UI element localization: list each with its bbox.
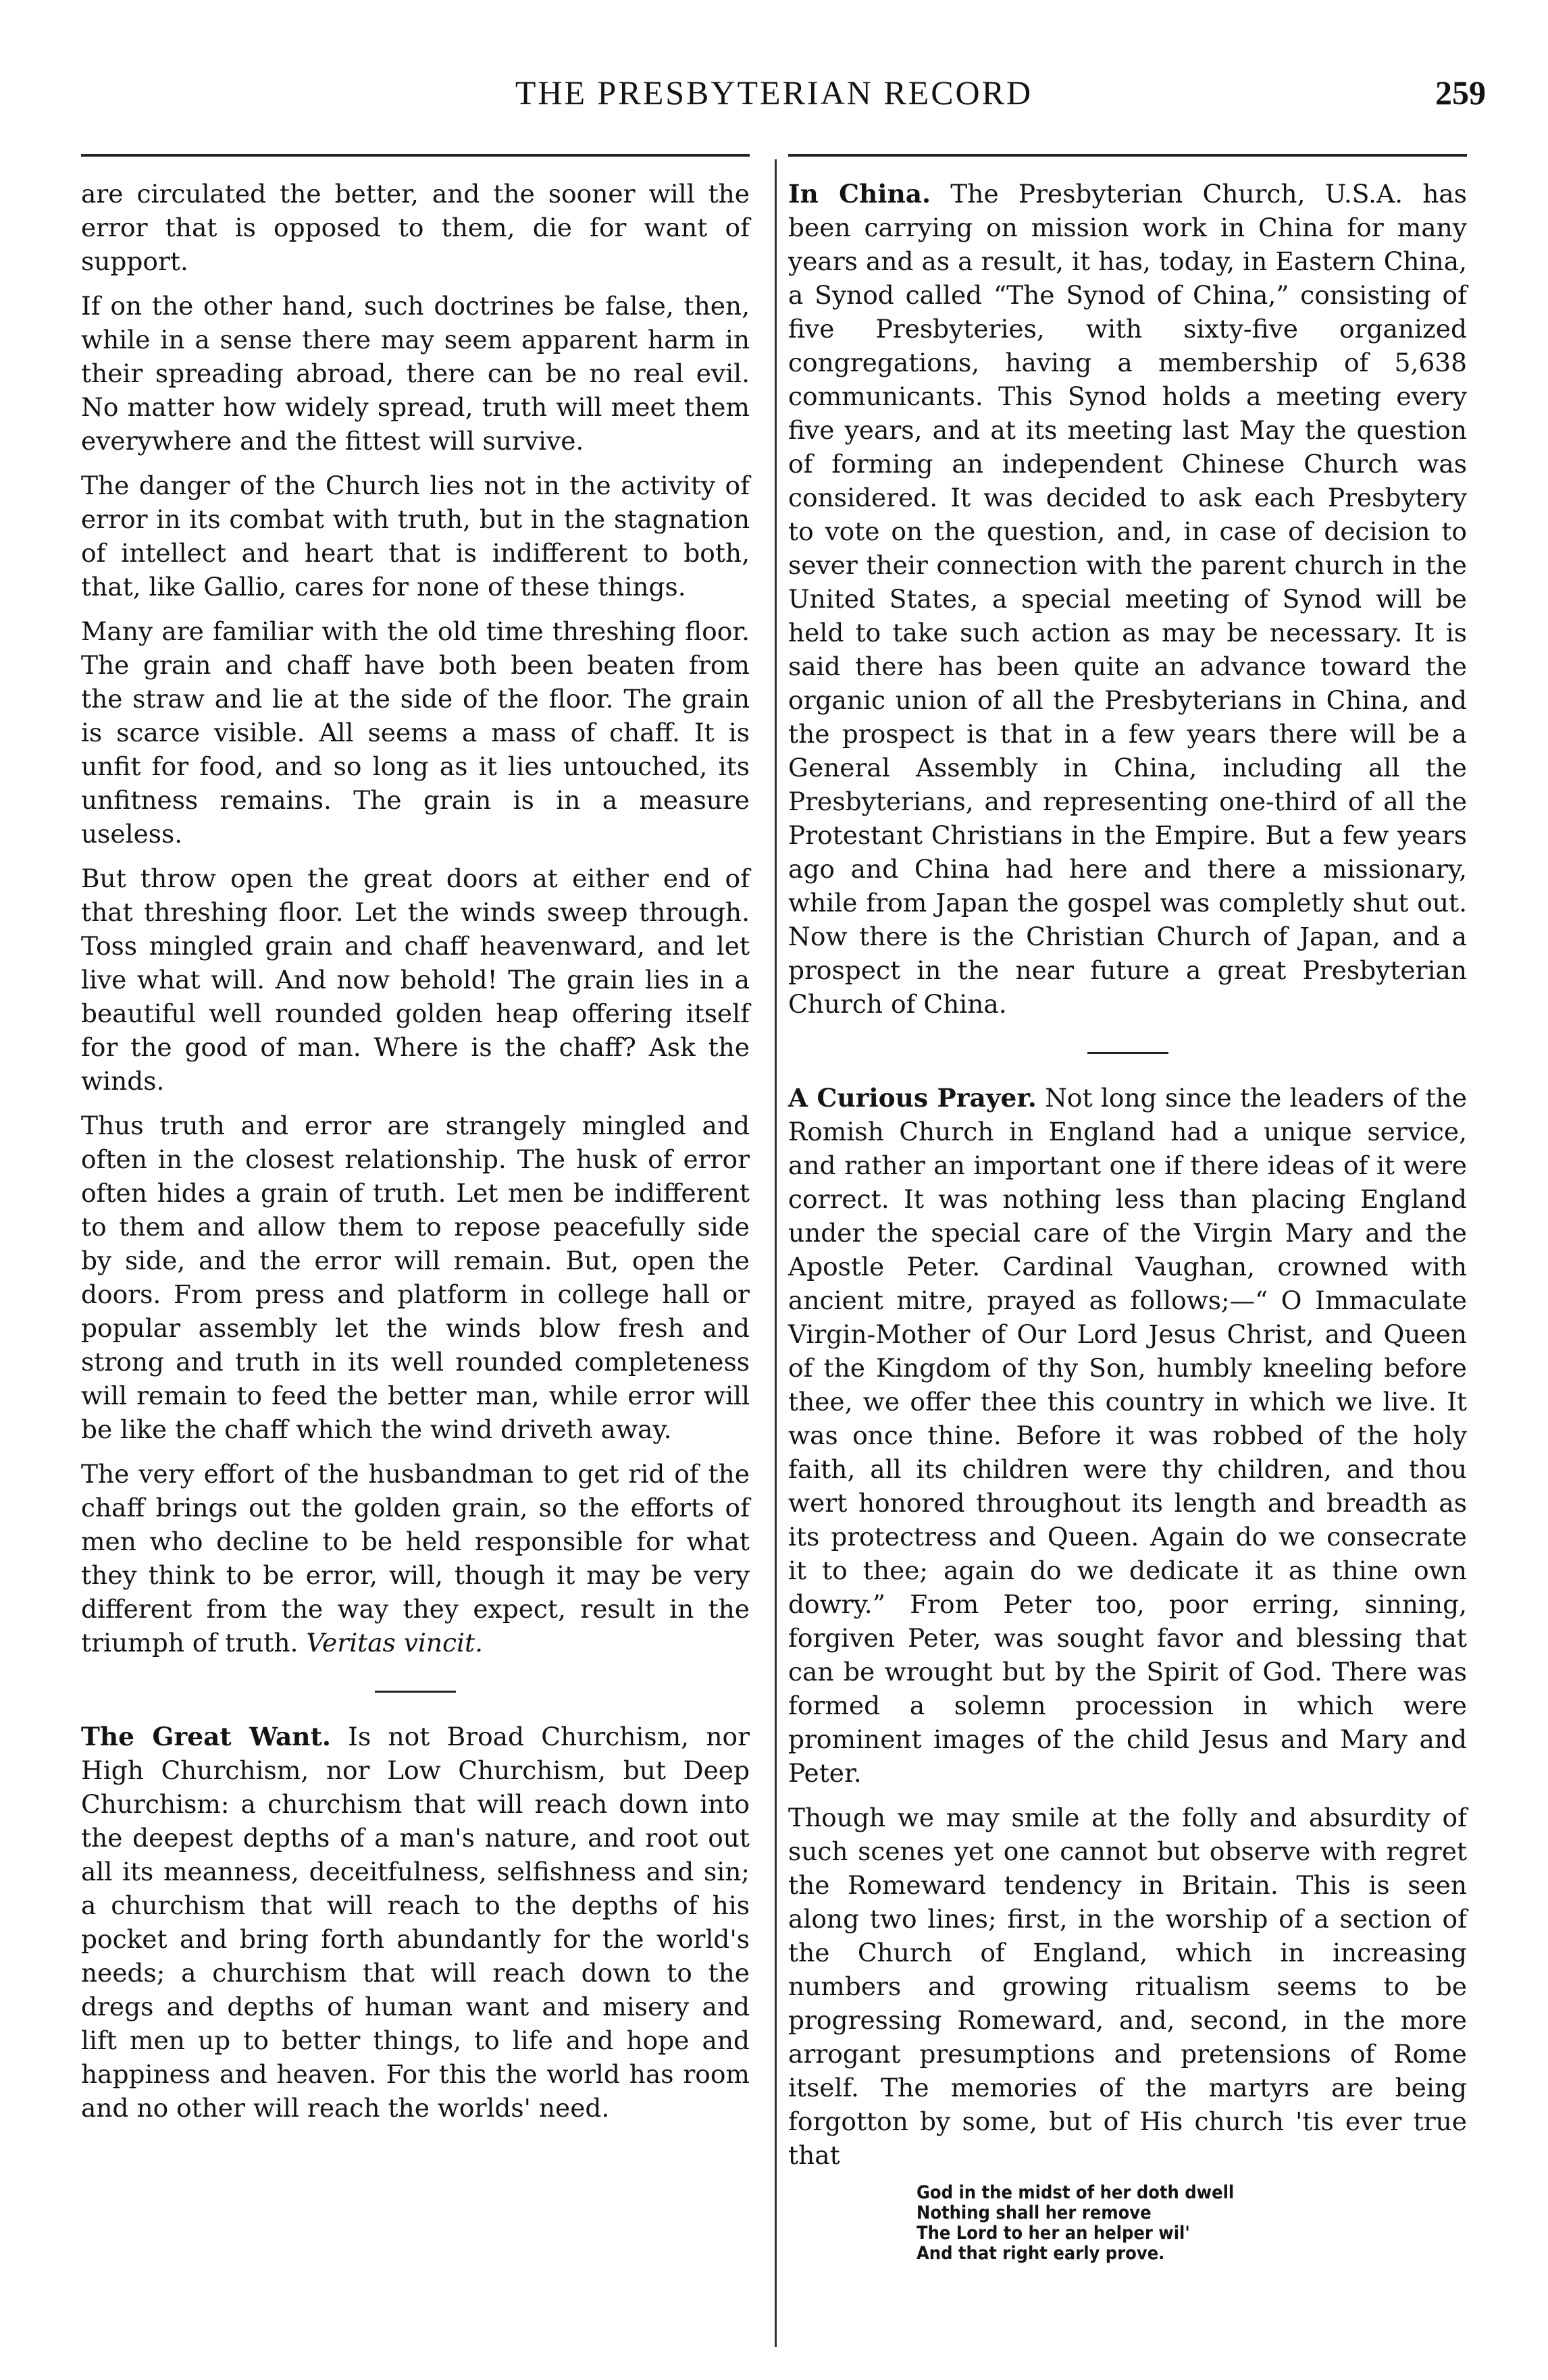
paragraph: are circulated the better, and the sooner will the error that is opposed to them, die for want of support. bbox=[81, 179, 750, 276]
article-heading: In China. bbox=[788, 179, 931, 209]
header-rule-left bbox=[81, 154, 750, 157]
paragraph: Though we may smile at the folly and absurdity of such scenes yet one cannot but observe with regret the Romeward tendency in Britain. This is seen along two lines; first, in the worship of a section of the Church of England, which in increasing numbers and growing ritualism seems to be progressing Romeward, and, second, in the more arrogant presumptions and pretensions of Rome itself. The memories of the martyrs are being forgotton by some, but of His church 'tis ever true that bbox=[788, 1803, 1467, 2170]
verse-line: And that right early prove. bbox=[917, 2243, 1165, 2264]
paragraph-text: The very effort of the husbandman to get rid of the chaff brings out the golden grain, so the efforts of men who decline to be held responsible for what they think to be error, will, though it may be very different from the way they expect, result in the triumph of truth. bbox=[81, 1459, 750, 1658]
verse-line: Nothing shall her remove bbox=[917, 2202, 1152, 2223]
latin-motto: Veritas vincit. bbox=[306, 1628, 484, 1658]
article-body: Is not Broad Churchism, nor High Churchism, nor Low Churchism, but Deep Churchism: a churchism that will reach down into the deepest depths of a man's nature, and root out all its meanness, deceitfulness, selfishness and sin; a churchism that will reach to the depths of his pocket and bring forth abundantly for the world's needs; a churchism that will reach down to the dregs and depths of human want and misery and lift men up to better things, to life and hope and happiness and heaven. For this the world has room and no other will reach the worlds' need. bbox=[81, 1722, 750, 2123]
article-heading: The Great Want. bbox=[81, 1722, 331, 1751]
article-curious-prayer bbox=[788, 1081, 1467, 1790]
page-header bbox=[0, 73, 1548, 134]
article-great-want bbox=[81, 1720, 750, 2125]
verse-line: God in the midst of her doth dwell bbox=[917, 2182, 1235, 2203]
verse-line: The Lord to her an helper wil' bbox=[917, 2223, 1190, 2244]
paragraph: But throw open the great doors at either end of that threshing floor. Let the winds sweep through. Toss mingled grain and chaff heavenward, and let live what will. And now behold! The grain lies in a beautiful well rounded golden heap offering itself for the good of man. Where is the chaff? Ask the winds. bbox=[81, 864, 750, 1096]
article-heading: A Curious Prayer. bbox=[788, 1083, 1037, 1113]
header-rule-right bbox=[788, 154, 1467, 157]
right-column bbox=[788, 177, 1467, 2264]
left-column bbox=[81, 177, 750, 2136]
article-in-china bbox=[788, 177, 1467, 1021]
paragraph: The danger of the Church lies not in the activity of error in its combat with truth, but in the stagnation of intellect and heart that is indifferent to both, that, like Gallio, cares for none of these things. bbox=[81, 471, 750, 602]
section-separator bbox=[375, 1691, 456, 1693]
paragraph: Thus truth and error are strangely mingled and often in the closest relationship. The husk of error often hides a grain of truth. Let men be indifferent to them and allow them to repose peacefully side by side, and the error will remain. But, open the doors. From press and platform in college hall or popular assembly let the winds blow fresh and strong and truth in its well rounded completeness will remain to feed the better man, while error will be like the chaff which the wind driveth away. bbox=[81, 1111, 750, 1444]
column-divider bbox=[775, 159, 777, 2347]
article-body: The Presbyterian Church, U.S.A. has been carrying on mission work in China for many years and as a result, it has, today, in Eastern China, a Synod called “The Synod of China,” consisting of five Presbyteries, with sixty-five organized congregations, having a membership of 5,638 communicants. This Synod holds a meeting every five years, and at its meeting last May the question of forming an independent Chinese Church was considered. It was decided to ask each Presbytery to vote on the question, and, in case of decision to sever their connection with the parent church in the United States, a special meeting of Synod will be held to take such action as may be necessary. It is said there has been quite an advance toward the organic union of all the Presbyterians in China, and the prospect is that in a few years there will be a General Assembly in China, including all the Presbyterians, and representing one-third of all the Protestant Christians in the Empire. But a few years ago and China had here and there a missionary, while from Japan the gospel was completly shut out. Now there is the Christian Church of Japan, and a prospect in the near future a great Presbyterian Church of China. bbox=[788, 179, 1467, 1019]
page-number: 259 bbox=[1435, 74, 1486, 111]
publication-title: THE PRESBYTERIAN RECORD bbox=[515, 74, 1033, 111]
paragraph: Many are familiar with the old time threshing floor. The grain and chaff have both been beaten from the straw and lie at the side of the floor. The grain is scarce visible. All seems a mass of chaff. It is unfit for food, and so long as it lies untouched, its unfitness remains. The grain is in a measure useless. bbox=[81, 616, 750, 849]
section-separator bbox=[1087, 1052, 1168, 1054]
article-body: Not long since the leaders of the Romish Church in England had a unique service, and rather an important one if there ideas of it were correct. It was nothing less than placing England under the special care of the Virgin Mary and the Apostle Peter. Cardinal Vaughan, crowned with ancient mitre, prayed as follows;—“ O Immaculate Virgin-Mother of Our Lord Jesus Christ, and Queen of the Kingdom of thy Son, humbly kneeling before thee, we offer thee this country in which we live. It was once thine. Before it was robbed of the holy faith, all its children were thy children, and thou wert honored throughout its length and breadth as its protectress and Queen. Again do we consecrate it to thee; again do we dedicate it as thine own dowry.” From Peter too, poor erring, sinning, forgiven Peter, was sought favor and blessing that can be wrought but by the Spirit of God. There was formed a solemn procession in which were prominent images of the child Jesus and Mary and Peter. bbox=[788, 1083, 1468, 1788]
hymn-verse bbox=[917, 2183, 1467, 2264]
paragraph: If on the other hand, such doctrines be false, then, while in a sense there may seem apparent harm in their spreading abroad, there can be no real evil. No matter how widely spread, truth will meet them everywhere and the fittest will survive. bbox=[81, 291, 750, 456]
paragraph bbox=[81, 1457, 750, 1660]
